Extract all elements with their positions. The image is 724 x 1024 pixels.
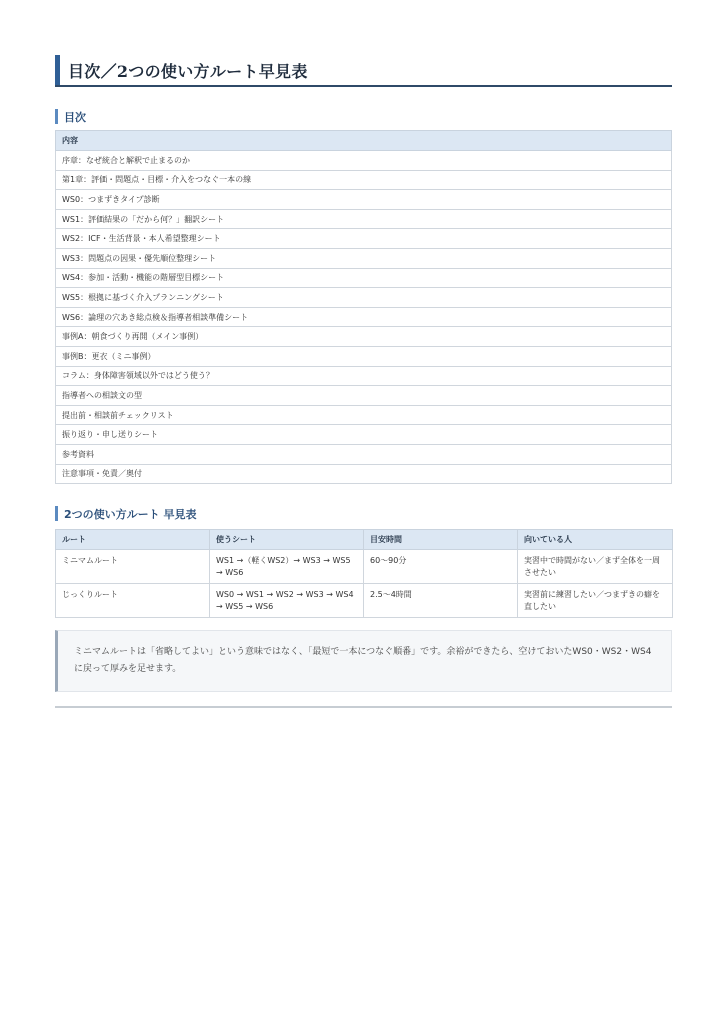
toc-row	[56, 288, 672, 308]
page	[55, 55, 672, 708]
routes-section-heading	[55, 506, 672, 521]
toc-row	[56, 464, 672, 484]
toc-header-row	[56, 131, 672, 151]
toc-item: 提出前・相談前チェックリスト	[56, 405, 672, 425]
toc-table	[55, 130, 672, 484]
toc-row	[56, 170, 672, 190]
toc-item: 参考資料	[56, 444, 672, 464]
routes-header-time: 目安時間	[364, 530, 518, 550]
toc-row	[56, 307, 672, 327]
toc-item: 事例A：朝食づくり再開（メイン事例）	[56, 327, 672, 347]
route-sheets: WS1 →（軽くWS2）→ WS3 → WS5 → WS6	[210, 550, 364, 584]
toc-item: WS0：つまずきタイプ診断	[56, 190, 672, 210]
toc-row	[56, 209, 672, 229]
route-name: ミニマムルート	[56, 550, 210, 584]
route-audience: 実習前に練習したい／つまずきの癖を直したい	[518, 584, 673, 618]
toc-item: 第1章：評価・問題点・目標・介入をつなぐ一本の線	[56, 170, 672, 190]
toc-column-header: 内容	[56, 131, 672, 151]
route-time: 60〜90分	[364, 550, 518, 584]
table-row	[56, 550, 673, 584]
page-title: 目次／2つの使い方ルート早見表	[68, 61, 308, 81]
toc-row	[56, 248, 672, 268]
toc-row	[56, 386, 672, 406]
note-text: ミニマムルートは「省略してよい」という意味ではなく、「最短で一本につなぐ順番」です。余裕ができたら、空けておいたWS0・WS2・WS4に戻って厚みを足せます。	[74, 647, 652, 675]
toc-section-heading	[55, 109, 672, 124]
toc-item: WS3：問題点の因果・優先順位整理シート	[56, 248, 672, 268]
routes-header-audience: 向いている人	[518, 530, 673, 550]
route-sheets: WS0 → WS1 → WS2 → WS3 → WS4 → WS5 → WS6	[210, 584, 364, 618]
routes-header-row	[56, 530, 673, 550]
toc-body	[56, 151, 672, 484]
route-name: じっくりルート	[56, 584, 210, 618]
routes-header-route: ルート	[56, 530, 210, 550]
toc-item: 事例B：更衣（ミニ事例）	[56, 346, 672, 366]
route-audience: 実習中で時間がない／まず全体を一周させたい	[518, 550, 673, 584]
toc-row	[56, 151, 672, 171]
toc-item: WS6：論理の穴あき総点検＆指導者相談準備シート	[56, 307, 672, 327]
note-box	[55, 630, 672, 692]
bottom-divider	[55, 706, 672, 708]
toc-heading: 目次	[64, 110, 86, 124]
toc-row	[56, 366, 672, 386]
toc-item: コラム：身体障害領域以外ではどう使う？	[56, 366, 672, 386]
toc-item: WS5：根拠に基づく介入プランニングシート	[56, 288, 672, 308]
toc-row	[56, 268, 672, 288]
toc-item: WS2：ICF・生活背景・本人希望整理シート	[56, 229, 672, 249]
toc-row	[56, 229, 672, 249]
toc-item: WS1：評価結果の「だから何？」翻訳シート	[56, 209, 672, 229]
toc-item: 注意事項・免責／奥付	[56, 464, 672, 484]
table-row	[56, 584, 673, 618]
toc-row	[56, 425, 672, 445]
toc-item: 振り返り・申し送りシート	[56, 425, 672, 445]
toc-row	[56, 405, 672, 425]
toc-row	[56, 346, 672, 366]
toc-item: 指導者への相談文の型	[56, 386, 672, 406]
routes-header-sheets: 使うシート	[210, 530, 364, 550]
toc-row	[56, 444, 672, 464]
routes-table	[55, 529, 673, 618]
title-block	[55, 55, 672, 85]
title-rule	[55, 85, 672, 87]
toc-row	[56, 190, 672, 210]
route-time: 2.5〜4時間	[364, 584, 518, 618]
routes-heading: 2つの使い方ルート 早見表	[64, 507, 197, 521]
toc-row	[56, 327, 672, 347]
toc-item: 序章：なぜ統合と解釈で止まるのか	[56, 151, 672, 171]
toc-item: WS4：参加・活動・機能の階層型目標シート	[56, 268, 672, 288]
